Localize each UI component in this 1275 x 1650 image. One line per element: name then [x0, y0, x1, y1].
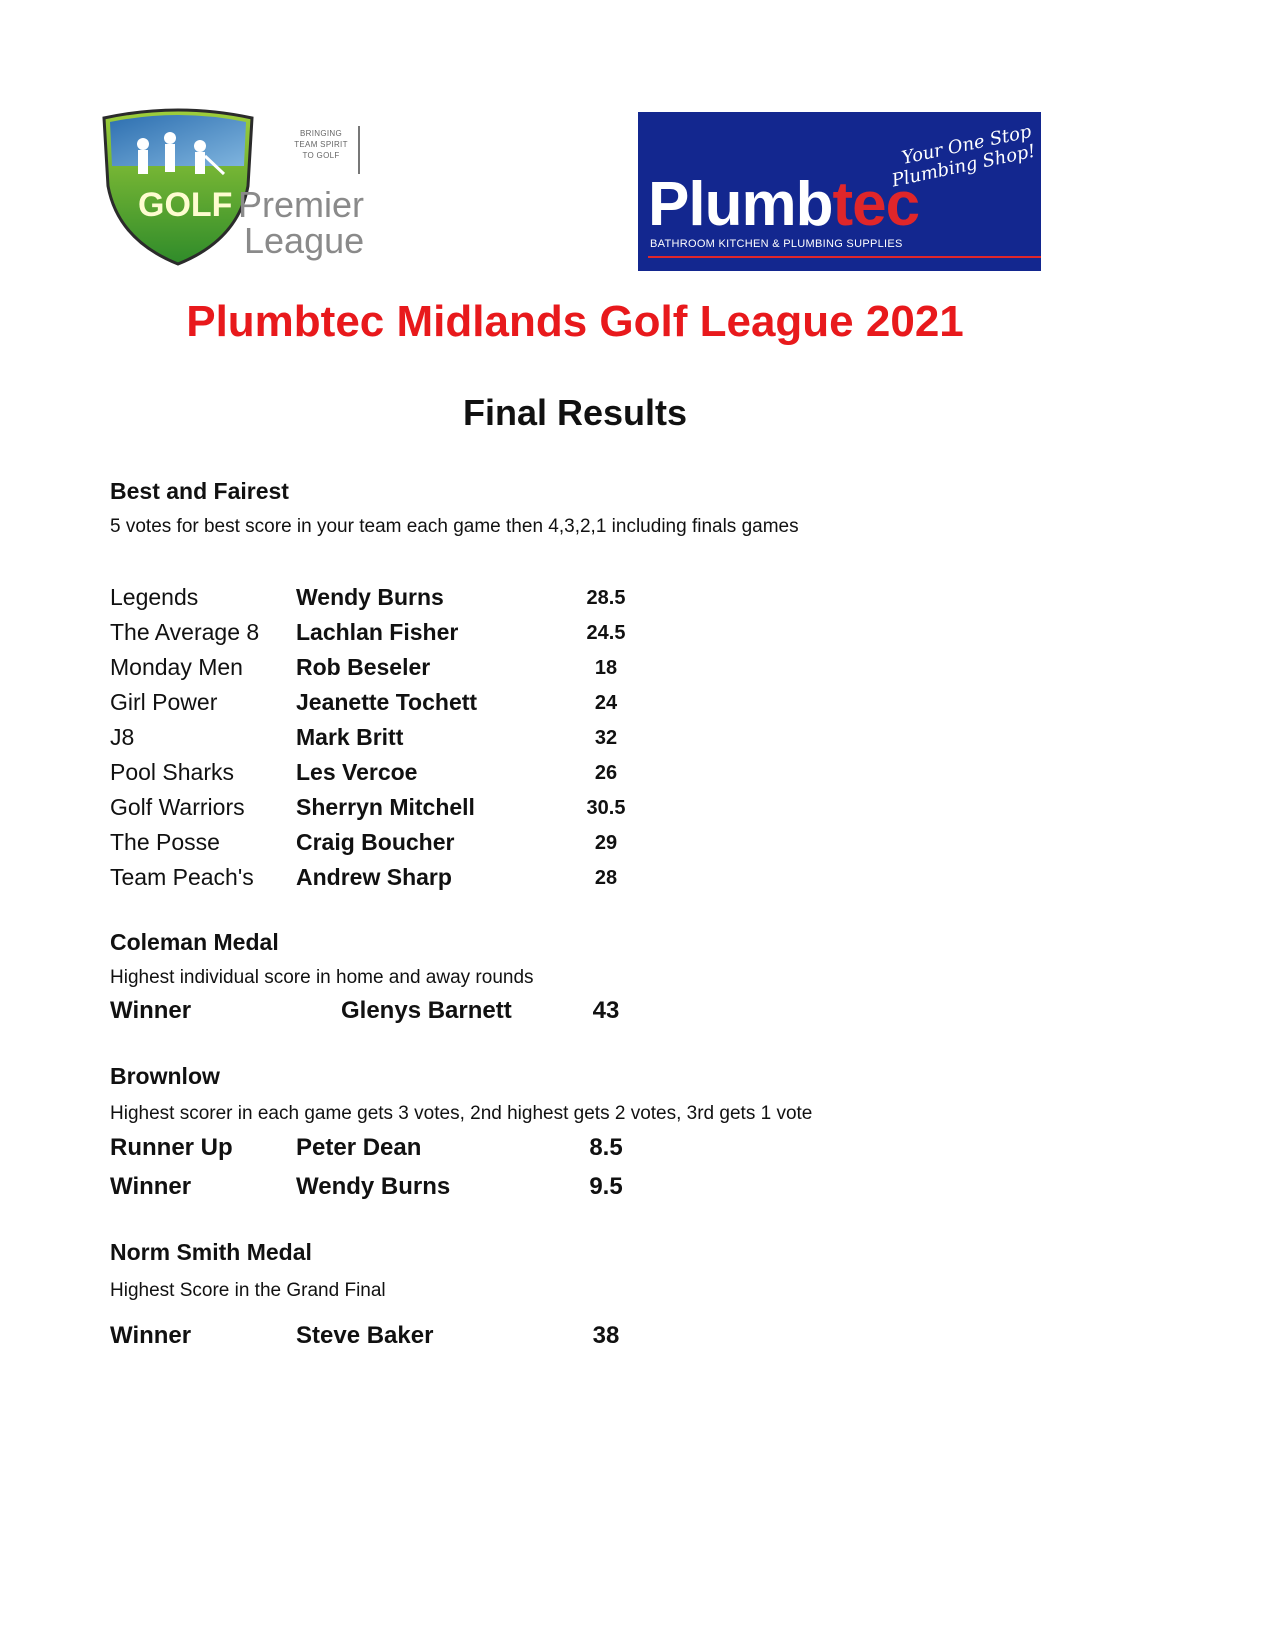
player-score: 24	[594, 692, 618, 714]
player-score: 28	[594, 867, 618, 889]
table-row	[110, 724, 710, 758]
best-and-fairest-heading: Best and Fairest	[110, 478, 289, 504]
player-score: 32	[594, 727, 618, 749]
table-row	[110, 829, 710, 863]
player-name: Les Vercoe	[296, 759, 418, 785]
winner-score: 38	[592, 1322, 620, 1349]
plumbtec-logo	[638, 112, 1041, 271]
brownlow-heading: Brownlow	[110, 1063, 220, 1089]
team-name: Pool Sharks	[110, 759, 235, 785]
norm-smith-medal-winner-row	[110, 1322, 710, 1358]
plumbtec-word-red: tec	[832, 170, 920, 239]
plumbtec-wordmark	[648, 170, 919, 240]
brownlow-description: Highest scorer in each game gets 3 votes, 2nd highest gets 2 votes, 3rd gets 1 vote	[110, 1103, 813, 1124]
golf-logo-tagline	[290, 128, 352, 161]
brownlow-winner-row	[110, 1173, 710, 1209]
team-name: Legends	[110, 584, 199, 610]
table-row	[110, 759, 710, 793]
team-name: J8	[110, 724, 135, 750]
plumbtec-tagline: Your One Stop Plumbing Shop!	[889, 121, 1038, 192]
tagline-line: TO GOLF	[302, 151, 340, 160]
award-label: Winner	[110, 997, 192, 1024]
tagline-line: BRINGING	[300, 129, 342, 138]
winner-score: 43	[592, 997, 620, 1024]
team-name: The Average 8	[110, 619, 260, 645]
award-label: Runner Up	[110, 1134, 233, 1161]
player-score: 29	[594, 832, 618, 854]
runner-up-name: Peter Dean	[296, 1134, 422, 1161]
plumbtec-subline: BATHROOM KITCHEN & PLUMBING SUPPLIES	[650, 238, 903, 250]
coleman-medal-description: Highest individual score in home and away rounds	[110, 967, 534, 988]
table-row	[110, 619, 710, 653]
winner-name: Wendy Burns	[296, 1173, 451, 1200]
winner-score: 9.5	[589, 1173, 623, 1200]
table-row	[110, 584, 710, 618]
norm-smith-medal-heading: Norm Smith Medal	[110, 1239, 312, 1265]
player-score: 18	[594, 657, 618, 679]
runner-up-score: 8.5	[589, 1134, 623, 1161]
table-row	[110, 864, 710, 898]
plumbtec-underline	[648, 256, 1041, 258]
brownlow-runner-up-row	[110, 1134, 710, 1170]
team-name: Monday Men	[110, 654, 243, 680]
player-name: Andrew Sharp	[296, 864, 452, 890]
coleman-medal-heading: Coleman Medal	[110, 929, 279, 955]
golf-word: GOLF	[138, 186, 233, 224]
winner-name: Glenys Barnett	[341, 997, 512, 1024]
table-row	[110, 794, 710, 828]
team-name: The Posse	[110, 829, 220, 855]
premier-word: Premier	[238, 184, 365, 225]
plumbtec-word-white: Plumb	[648, 170, 833, 239]
team-name: Team Peach's	[110, 864, 254, 890]
table-row	[110, 689, 710, 723]
tagline-line: TEAM SPIRIT	[294, 140, 348, 149]
coleman-medal-winner-row	[110, 997, 710, 1033]
league-word: League	[244, 220, 365, 261]
player-name: Rob Beseler	[296, 654, 431, 680]
golf-premier-league-logo	[98, 104, 370, 274]
table-row	[110, 654, 710, 688]
player-name: Wendy Burns	[296, 584, 444, 610]
best-and-fairest-description: 5 votes for best score in your team each game then 4,3,2,1 including finals games	[110, 516, 799, 537]
award-label: Winner	[110, 1322, 192, 1349]
team-name: Girl Power	[110, 689, 218, 715]
norm-smith-medal-description: Highest Score in the Grand Final	[110, 1280, 386, 1301]
page-subtitle: Final Results	[462, 392, 688, 433]
player-score: 28.5	[586, 587, 626, 609]
player-name: Sherryn Mitchell	[296, 794, 475, 820]
player-name: Mark Britt	[296, 724, 404, 750]
logo-divider	[358, 126, 360, 174]
player-score: 26	[594, 762, 618, 784]
player-name: Lachlan Fisher	[296, 619, 459, 645]
winner-name: Steve Baker	[296, 1322, 434, 1349]
page-title: Plumbtec Midlands Golf League 2021	[186, 297, 964, 346]
team-name: Golf Warriors	[110, 794, 245, 820]
player-score: 24.5	[586, 622, 626, 644]
player-name: Craig Boucher	[296, 829, 455, 855]
player-name: Jeanette Tochett	[296, 689, 478, 715]
player-score: 30.5	[586, 797, 626, 819]
award-label: Winner	[110, 1173, 192, 1200]
